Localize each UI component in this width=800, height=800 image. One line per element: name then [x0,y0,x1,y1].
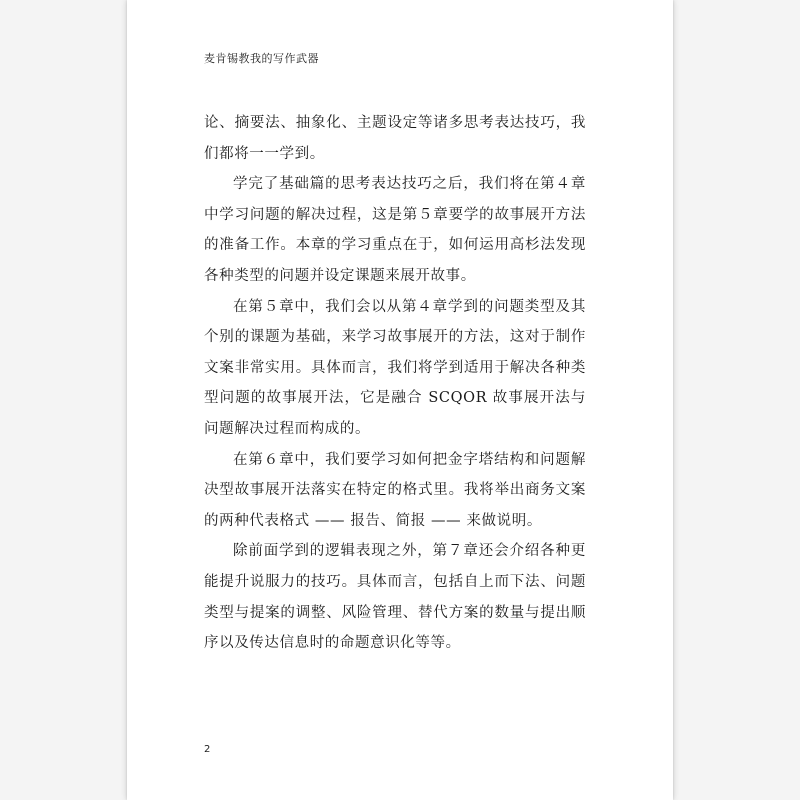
book-page [127,0,673,800]
running-header: 麦肯锡教我的写作武器 [204,52,319,65]
body-text [204,108,586,659]
paragraph-chapter-5: 在第５章中，我们会以从第４章学到的问题类型及其个别的课题为基础，来学习故事展开的方法，这对于制作文案非常实用。具体而言，我们将学到适用于解决各种类型问题的故事展开法，它是融合 SCQOR 故事展开法与问题解决过程而构成的。 [204,298,586,437]
paragraph-continuation: 论、摘要法、抽象化、主题设定等诸多思考表达技巧，我们都将一一学到。 [204,115,586,162]
page-number: 2 [204,744,211,755]
paragraph-chapter-4: 学完了基础篇的思考表达技巧之后，我们将在第４章中学习问题的解决过程，这是第５章要学的故事展开方法的准备工作。本章的学习重点在于，如何运用高杉法发现各种类型的问题并设定课题来展开故事。 [204,176,586,284]
paragraph-chapter-6: 在第６章中，我们要学习如何把金字塔结构和问题解决型故事展开法落实在特定的格式里。我将举出商务文案的两种代表格式 —— 报告、简报 —— 来做说明。 [204,451,586,529]
paragraph-chapter-7: 除前面学到的逻辑表现之外，第７章还会介绍各种更能提升说服力的技巧。具体而言，包括自上而下法、问题类型与提案的调整、风险管理、替代方案的数量与提出顺序以及传达信息时的命题意识化等等。 [204,543,586,652]
